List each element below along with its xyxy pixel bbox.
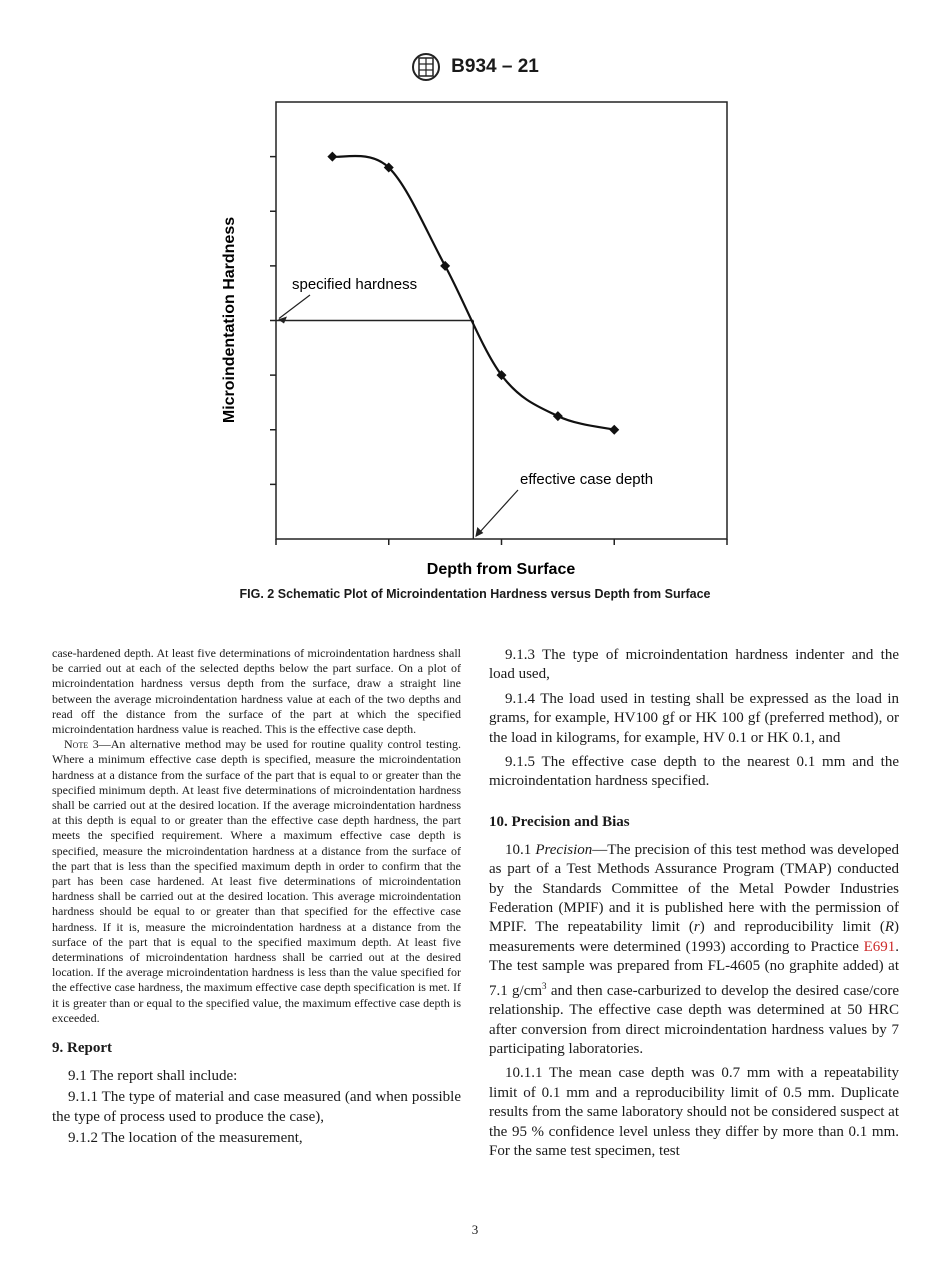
text-run: and then case-carburized to develop the desired case/core relationship. The effective case depth was determined at 50 HRC after conversion from direct microindentation hardness values by 7 participating laboratories. <box>489 982 899 1057</box>
e691-link[interactable]: E691 <box>863 938 896 955</box>
page-number: 3 <box>471 1222 479 1237</box>
chart-ticks <box>270 157 727 545</box>
reference-lines <box>276 295 518 539</box>
paragraph-9-1-3: 9.1.3 The type of microindentation hardness indenter and the load used, <box>489 647 899 683</box>
figure-caption: FIG. 2 Schematic Plot of Microindentation Hardness versus Depth from Surface <box>239 587 711 601</box>
effective-case-depth-annotation: effective case depth <box>520 471 654 488</box>
right-column <box>489 646 899 1166</box>
symbol-r: r <box>693 919 700 936</box>
x-axis-label: Depth from Surface <box>426 561 576 578</box>
paragraph-9-1-2: 9.1.2 The location of the measurement, <box>68 1130 303 1147</box>
y-axis-label: Microindentation Hardness <box>221 216 238 424</box>
precision-term: Precision <box>535 841 593 858</box>
note-label: Note 3 <box>64 737 99 752</box>
text-run: ) and reproducibility limit ( <box>699 919 885 936</box>
section-10-heading: 10. Precision and Bias <box>489 813 630 830</box>
note-text: —An alternative method may be used for routine quality control testing. Where a minimum effective case depth is specified, measure the microindentation hardness at a distance from the surface of the part that is equal to or greater than the specified minimum depth. At least five determinations of microindentation hardness shall be carried out at the desired location. If the average microindentation hardness at this depth is equal to or greater than the effective case depth hardness, the part meets the specified requirement. Where a maximum effective case depth is specified, measure the microindentation hardness at a distance from the surface of the part that is less than the specified maximum depth in order to confirm that the part has been case hardened. At least five determinations of microindentation hardness shall be carried out at the desired location. This average microindentation hardness should be equal to or greater than that specified for the effective case hardness. If it is, measure the microindentation hardness at a distance from the surface of the part that is equal to the specified maximum depth. At least five determinations of microindentation hardness shall be carried out at the desired location. If the average microindentation hardness is less than the value specified for the effective case hardness, the maximum effective case depth specification is met. If it is greater than or equal to the specified value, the maximum effective case depth is exceeded. <box>52 737 462 1025</box>
symbol-R: R <box>884 919 894 936</box>
section-9-heading: 9. Report <box>52 1040 112 1057</box>
paragraph-9-1: 9.1 The report shall include: <box>68 1068 238 1085</box>
depth-leader-arrowhead <box>475 527 483 537</box>
superscript: 3 <box>542 980 547 991</box>
text-run: . The test sample was prepared from FL-4605 (no graphite added) at 7.1 g/cm <box>489 938 899 999</box>
paragraph-case-depth: case-hardened depth. At least five determinations of microindentation hardness shall be carried out at each of the selected depths below the part surface. On a plot of microindentation hardness versus depth from the surface, draw a straight line between the average microindentation hardness value at each of the two depths and read off the distance from the surface of the part at which the specified microindentation hardness value is reached. This is the effective case depth. <box>52 646 461 737</box>
document-designation: B934 – 21 <box>451 56 539 77</box>
text-run: —The precision of this test method was developed as part of a Test Methods Assurance Program (TMAP) conducted by the Standards Committee of the Metal Powder Industries Federation (MPIF) and it is published here with the permission of MPIF. The repeatability limit ( <box>489 841 900 936</box>
depth-leader-line <box>476 490 518 536</box>
text-run: ) measurements were determined (1993) according to Practice <box>489 919 899 955</box>
left-column <box>52 646 461 1151</box>
paragraph-9-1-1: 9.1.1 The type of material and case measured (and when possible the type of process used to produce the case), <box>52 1089 461 1125</box>
paragraph-10-1-1: 10.1.1 The mean case depth was 0.7 mm with a repeatability limit of 0.1 mm and a reproducibility limit of 0.5 mm. Duplicate results from the same laboratory should not be considered suspect at the 95 % confidence level unless they differ by more than 0.1 mm. For the same test specimen, test <box>489 1065 899 1159</box>
hardness-leader-line <box>279 295 310 319</box>
astm-logo-icon <box>411 52 441 82</box>
specified-hardness-annotation: specified hardness <box>292 276 418 293</box>
data-point <box>440 261 450 271</box>
paragraph-9-1-5: 9.1.5 The effective case depth to the nearest 0.1 mm and the microindentation hardness specified. <box>489 754 899 790</box>
para-number: 10.1 <box>505 841 536 858</box>
data-point <box>553 411 563 421</box>
data-point <box>609 425 619 435</box>
note-3 <box>52 737 461 1026</box>
paragraph-10-1 <box>489 841 899 1059</box>
hardness-depth-chart <box>200 95 760 585</box>
paragraph-9-1-4: 9.1.4 The load used in testing shall be expressed as the load in grams, for example, HV100 gf or HK 100 gf (preferred method), or the load in kilograms, for example, HV 0.1 or HK 0.1, and <box>489 690 899 746</box>
page-header <box>0 52 950 82</box>
data-point <box>327 152 337 162</box>
